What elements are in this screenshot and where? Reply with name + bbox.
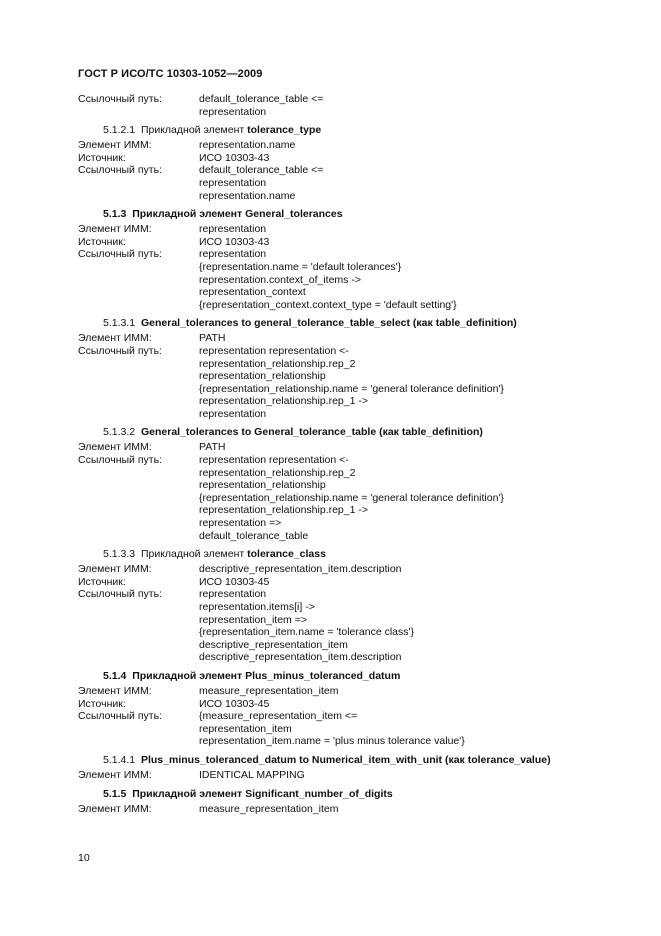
mapping-label: Элемент ИММ: — [78, 768, 152, 781]
mapping-value — [199, 769, 608, 782]
mapping-value-line: representation — [199, 223, 267, 236]
mapping-row — [78, 223, 608, 236]
mapping-row — [78, 152, 608, 165]
section-number: 5.1.3.3 — [103, 548, 136, 561]
section-number: 5.1.3.2 — [103, 426, 136, 439]
mapping-value-line: representation — [199, 248, 267, 261]
mapping-row — [78, 248, 608, 311]
mapping-row — [78, 93, 608, 118]
mapping-value-line: default_tolerance_table — [199, 529, 309, 542]
mapping-value-line: representation_relationship.rep_2 — [199, 357, 356, 370]
section-title: Plus_minus_toleranced_datum to Numerical_item_with_unit (как tolerance_value) — [140, 753, 551, 766]
page-number: 10 — [78, 852, 90, 864]
mapping-value — [199, 698, 608, 711]
mapping-value-line: representation_relationship — [199, 370, 326, 383]
mapping-value-line: IDENTICAL MAPPING — [199, 768, 305, 781]
mapping-value-line: measure_representation_item — [199, 684, 339, 697]
section-number: 5.1.5 — [103, 787, 127, 800]
mapping-label: Ссылочный путь: — [78, 710, 162, 723]
mapping-value-line: descriptive_representation_item.description — [199, 651, 402, 664]
mapping-label: Ссылочный путь: — [78, 93, 162, 105]
mapping-value-line: {measure_representation_item <= — [199, 710, 358, 723]
mapping-value — [199, 223, 608, 236]
mapping-label: Элемент ИММ: — [78, 332, 152, 345]
section-number: 5.1.3.1 — [103, 317, 136, 330]
mapping-value-line: representation.name — [199, 189, 296, 202]
section-number: 5.1.4.1 — [103, 753, 136, 766]
mapping-value-line: representation_relationship.rep_1 -> — [199, 504, 368, 517]
mapping-row — [78, 769, 608, 782]
mapping-value-line: representation_item.name = 'plus minus tolerance value'} — [199, 735, 465, 748]
mapping-value-line: representation_item => — [199, 613, 307, 626]
mapping-row — [78, 345, 608, 421]
mapping-label: Ссылочный путь: — [78, 454, 162, 467]
mapping-value — [199, 164, 608, 202]
mapping-label: Источник: — [78, 151, 126, 164]
section-heading — [78, 124, 608, 137]
section-heading — [78, 208, 608, 221]
section-title: General_tolerances to general_tolerance_table_select (как table_definition) — [140, 317, 517, 330]
mapping-label: Ссылочный путь: — [78, 164, 162, 177]
mapping-value-line: measure_representation_item — [199, 802, 339, 815]
mapping-value-line: representation — [199, 407, 267, 420]
mapping-value-line: ИСО 10303-45 — [199, 697, 270, 710]
mapping-value — [199, 139, 608, 152]
section-number: 5.1.2.1 — [103, 124, 136, 137]
mapping-value-line: ИСО 10303-43 — [199, 235, 270, 248]
mapping-label: Элемент ИММ: — [78, 684, 152, 697]
section-heading — [78, 754, 608, 767]
mapping-value-line: PATH — [199, 441, 226, 454]
mapping-value — [199, 441, 608, 454]
mapping-value-line: descriptive_representation_item — [199, 638, 348, 651]
section-prefix: Прикладной элемент — [132, 787, 243, 800]
mapping-value-line: {representation_relationship.name = 'general tolerance definition'} — [199, 382, 504, 395]
mapping-value-line: representation representation <- — [199, 344, 349, 357]
mapping-value-line: representation_item — [199, 722, 292, 735]
mapping-value — [199, 332, 608, 345]
section-title: Plus_minus_toleranced_datum — [245, 669, 401, 682]
mapping-value — [199, 803, 608, 816]
mapping-value-line: representation.name — [199, 139, 296, 152]
section-heading — [78, 317, 608, 330]
mapping-row — [78, 441, 608, 454]
mapping-label: Ссылочный путь: — [78, 588, 162, 601]
mapping-row — [78, 698, 608, 711]
mapping-value — [199, 710, 608, 748]
section-number: 5.1.4 — [103, 669, 127, 682]
section-prefix: Прикладной элемент — [140, 124, 245, 137]
mapping-row — [78, 803, 608, 816]
section-title: tolerance_class — [247, 548, 326, 561]
mapping-content — [78, 93, 608, 815]
mapping-value — [199, 345, 608, 421]
section-heading — [78, 788, 608, 801]
mapping-value-line: representation — [199, 176, 267, 189]
mapping-label: Источник: — [78, 575, 126, 588]
mapping-value-line: representation_context — [199, 286, 306, 299]
mapping-value — [199, 236, 608, 249]
mapping-value — [199, 576, 608, 589]
mapping-value-line: representation_relationship.rep_1 -> — [199, 395, 368, 408]
mapping-value-line: default_tolerance_table <= — [199, 164, 324, 177]
mapping-label: Элемент ИММ: — [78, 563, 152, 576]
mapping-row — [78, 563, 608, 576]
mapping-value-line: PATH — [199, 332, 226, 345]
section-prefix: Прикладной элемент — [140, 548, 245, 561]
mapping-label: Источник: — [78, 235, 126, 248]
mapping-value-line: {representation.name = 'default tolerances'} — [199, 260, 402, 273]
mapping-value-line: descriptive_representation_item.description — [199, 563, 402, 576]
section-title: General_tolerances to General_tolerance_table (как table_definition) — [140, 426, 483, 439]
mapping-value — [199, 93, 608, 118]
section-heading — [78, 670, 608, 683]
mapping-value-line: representation representation <- — [199, 454, 349, 467]
mapping-value — [199, 563, 608, 576]
mapping-value-line: ИСО 10303-43 — [199, 151, 270, 164]
mapping-value — [199, 588, 608, 664]
section-heading — [78, 426, 608, 439]
mapping-value-line: representation — [199, 105, 267, 118]
mapping-row — [78, 588, 608, 664]
mapping-value — [199, 454, 608, 542]
section-heading — [78, 548, 608, 561]
mapping-value-line: representation_relationship.rep_2 — [199, 466, 356, 479]
section-title: Significant_number_of_digits — [245, 787, 393, 800]
mapping-label: Элемент ИММ: — [78, 139, 152, 152]
mapping-row — [78, 454, 608, 542]
mapping-row — [78, 710, 608, 748]
mapping-value-line: representation — [199, 588, 267, 601]
document-header: ГОСТ Р ИСО/ТС 10303-1052—2009 — [78, 68, 263, 80]
mapping-label: Элемент ИММ: — [78, 223, 152, 236]
section-prefix: Прикладной элемент — [132, 669, 243, 682]
mapping-value — [199, 685, 608, 698]
mapping-value-line: representation => — [199, 517, 282, 530]
section-title: General_tolerances — [245, 208, 343, 221]
section-title: tolerance_type — [247, 124, 322, 137]
mapping-value-line: default_tolerance_table <= — [199, 93, 324, 105]
mapping-value — [199, 248, 608, 311]
mapping-row — [78, 576, 608, 589]
mapping-row — [78, 164, 608, 202]
mapping-value-line: {representation_context.context_type = 'default setting'} — [199, 298, 457, 311]
mapping-row — [78, 332, 608, 345]
mapping-value-line: {representation_item.name = 'tolerance class'} — [199, 626, 415, 639]
mapping-label: Элемент ИММ: — [78, 441, 152, 454]
section-prefix: Прикладной элемент — [132, 208, 243, 221]
mapping-label: Ссылочный путь: — [78, 248, 162, 261]
mapping-value-line: {representation_relationship.name = 'general tolerance definition'} — [199, 491, 504, 504]
mapping-label: Источник: — [78, 697, 126, 710]
mapping-row — [78, 139, 608, 152]
section-number: 5.1.3 — [103, 208, 127, 221]
mapping-value-line: ИСО 10303-45 — [199, 575, 270, 588]
mapping-value-line: representation.items[i] -> — [199, 601, 315, 613]
mapping-value-line: representation_relationship — [199, 479, 326, 492]
mapping-value — [199, 152, 608, 165]
mapping-value-line: representation.context_of_items -> — [199, 273, 361, 286]
mapping-label: Элемент ИММ: — [78, 802, 152, 815]
mapping-row — [78, 685, 608, 698]
mapping-row — [78, 236, 608, 249]
mapping-label: Ссылочный путь: — [78, 344, 162, 357]
